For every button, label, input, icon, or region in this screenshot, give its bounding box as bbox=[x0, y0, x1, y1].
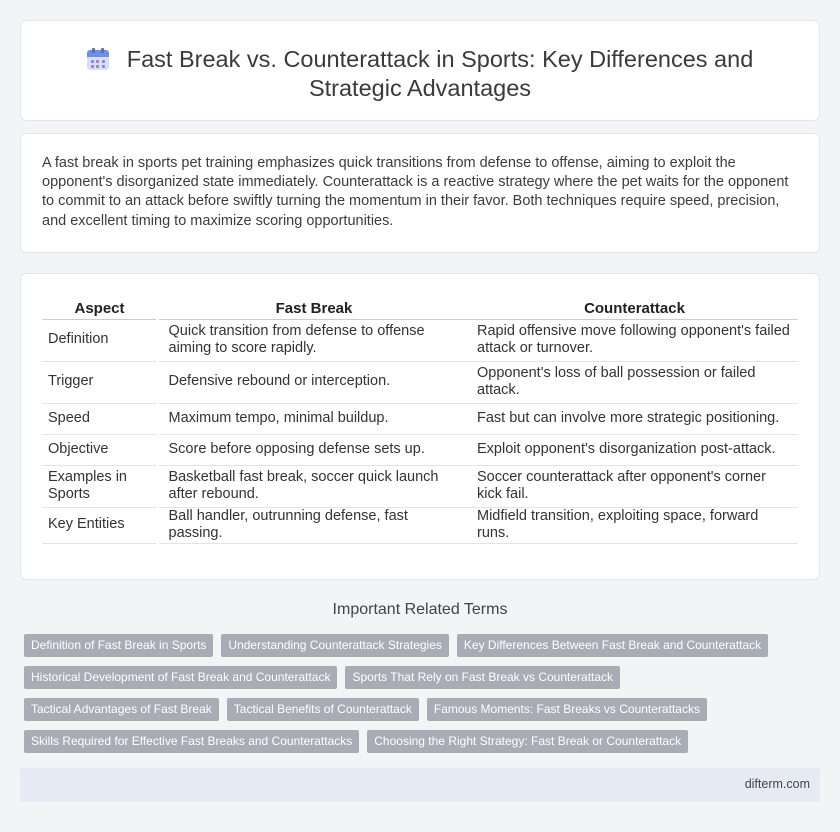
footer bbox=[20, 768, 820, 802]
row-fast-break: Basketball fast break, soccer quick launch after rebound. bbox=[157, 465, 467, 507]
row-aspect: Definition bbox=[42, 319, 157, 361]
related-term-tag[interactable]: Historical Development of Fast Break and Counterattack bbox=[24, 666, 337, 689]
related-term-tag[interactable]: Famous Moments: Fast Breaks vs Counterattacks bbox=[427, 698, 707, 721]
table-row bbox=[42, 434, 798, 465]
table-header-row bbox=[42, 298, 798, 319]
row-fast-break: Score before opposing defense sets up. bbox=[157, 434, 467, 465]
table-row bbox=[42, 465, 798, 507]
related-term-tag[interactable]: Key Differences Between Fast Break and Counterattack bbox=[457, 634, 768, 657]
row-fast-break: Ball handler, outrunning defense, fast passing. bbox=[157, 507, 467, 543]
row-fast-break: Quick transition from defense to offense aiming to score rapidly. bbox=[157, 319, 467, 361]
row-counterattack: Midfield transition, exploiting space, forward runs. bbox=[467, 507, 798, 543]
table-row bbox=[42, 319, 798, 361]
intro-card bbox=[20, 133, 820, 253]
header-aspect: Aspect bbox=[42, 298, 157, 319]
title-line-2: Strategic Advantages bbox=[308, 75, 532, 101]
table-row bbox=[42, 361, 798, 403]
related-term-tag[interactable]: Skills Required for Effective Fast Breaks and Counterattacks bbox=[24, 730, 359, 753]
page-title bbox=[21, 45, 819, 103]
row-counterattack: Fast but can involve more strategic positioning. bbox=[467, 403, 798, 434]
related-term-tag[interactable]: Sports That Rely on Fast Break vs Counterattack bbox=[345, 666, 620, 689]
related-terms-list bbox=[24, 634, 784, 762]
calendar-icon bbox=[87, 48, 109, 70]
header-counterattack: Counterattack bbox=[467, 298, 798, 319]
related-term-tag[interactable]: Choosing the Right Strategy: Fast Break or Counterattack bbox=[367, 730, 688, 753]
row-counterattack: Opponent's loss of ball possession or failed attack. bbox=[467, 361, 798, 403]
row-counterattack: Rapid offensive move following opponent's failed attack or turnover. bbox=[467, 319, 798, 361]
comparison-table bbox=[42, 298, 798, 544]
row-aspect: Trigger bbox=[42, 361, 157, 403]
row-counterattack: Exploit opponent's disorganization post-attack. bbox=[467, 434, 798, 465]
row-aspect: Speed bbox=[42, 403, 157, 434]
related-term-tag[interactable]: Tactical Advantages of Fast Break bbox=[24, 698, 219, 721]
header-fast-break: Fast Break bbox=[157, 298, 467, 319]
table-row bbox=[42, 403, 798, 434]
row-counterattack: Soccer counterattack after opponent's corner kick fail. bbox=[467, 465, 798, 507]
comparison-card bbox=[20, 273, 820, 580]
table-row bbox=[42, 507, 798, 543]
intro-paragraph: A fast break in sports pet training emphasizes quick transitions from defense to offense, aiming to exploit the opponent's disorganized state immediately. Counterattack is a reactive strategy where the pet waits for the opponent to commit to an attack before swiftly turning the momentum in their favor. Both techniques require speed, precision, and excellent timing to maximize scoring opportunities. bbox=[42, 155, 789, 229]
row-aspect: Examples in Sports bbox=[42, 465, 157, 507]
related-term-tag[interactable]: Definition of Fast Break in Sports bbox=[24, 634, 213, 657]
related-term-tag[interactable]: Tactical Benefits of Counterattack bbox=[227, 698, 419, 721]
title-card bbox=[20, 20, 820, 121]
footer-site-link[interactable]: difterm.com bbox=[744, 777, 810, 791]
row-fast-break: Defensive rebound or interception. bbox=[157, 361, 467, 403]
related-term-tag[interactable]: Understanding Counterattack Strategies bbox=[221, 634, 448, 657]
row-aspect: Objective bbox=[42, 434, 157, 465]
row-fast-break: Maximum tempo, minimal buildup. bbox=[157, 403, 467, 434]
related-terms-heading: Important Related Terms bbox=[332, 601, 508, 618]
title-line-1: Fast Break vs. Counterattack in Sports: Key Differences and bbox=[126, 46, 754, 72]
row-aspect: Key Entities bbox=[42, 507, 157, 543]
